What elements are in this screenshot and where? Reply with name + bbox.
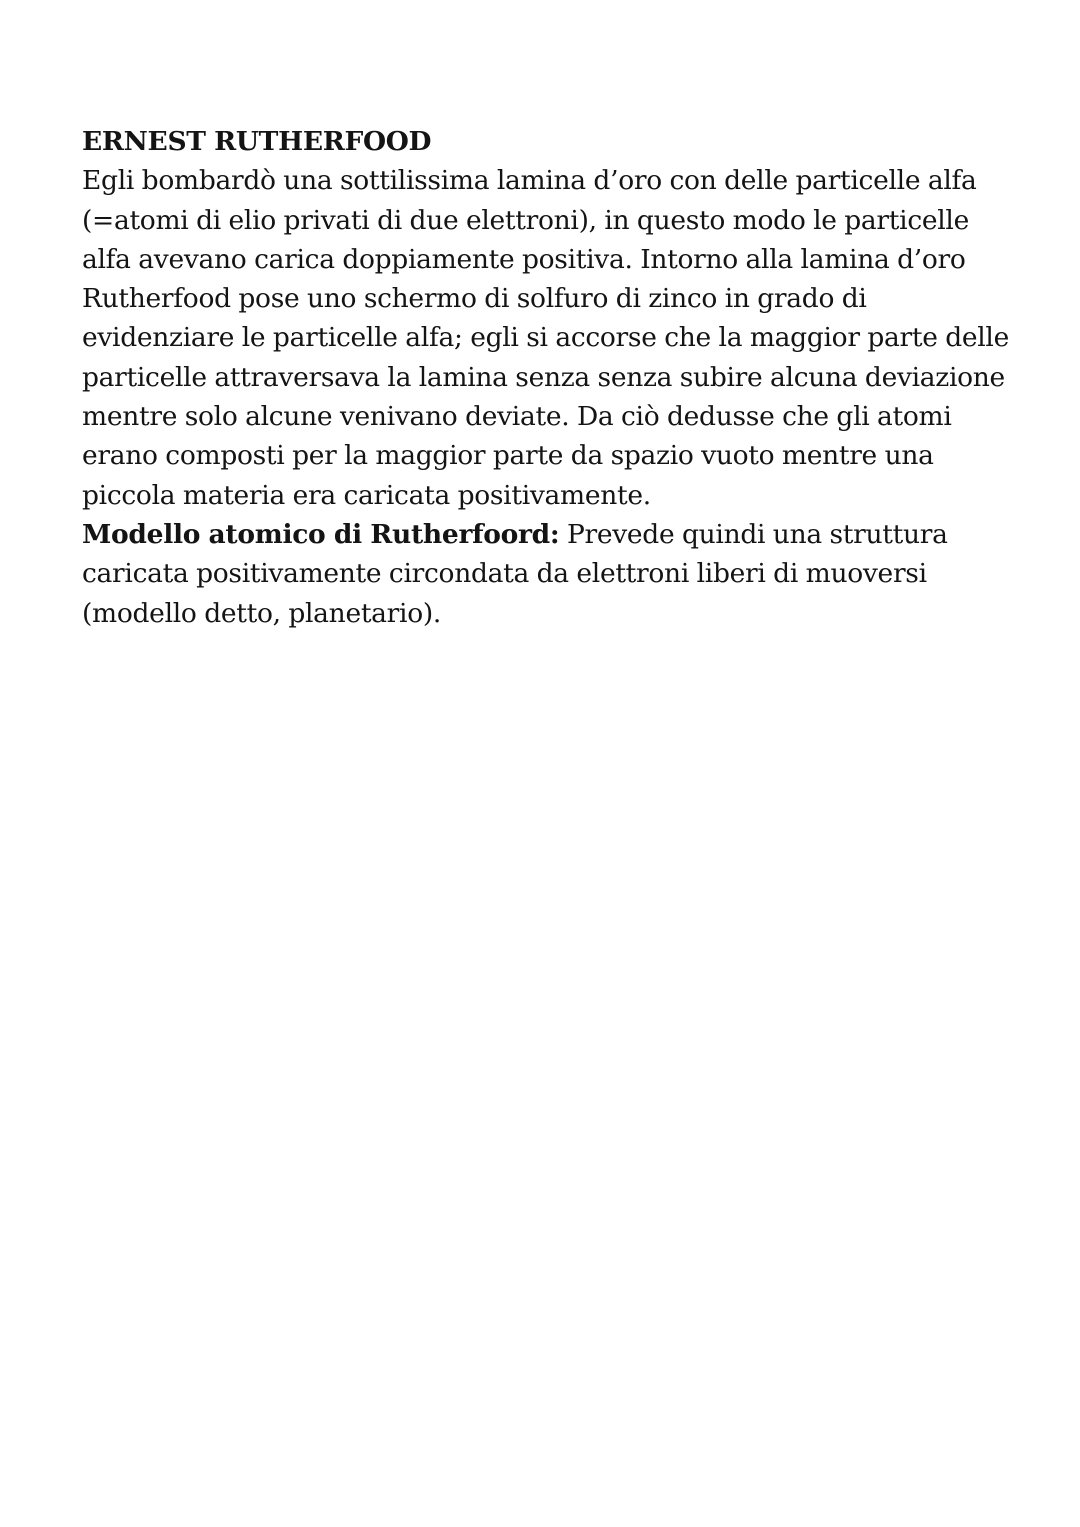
model-paragraph <box>82 515 1012 633</box>
model-text: Prevede quindi una struttura caricata positivamente circondata da elettroni liberi di muoversi (modello detto, planetario). <box>82 518 948 629</box>
page-title: ERNEST RUTHERFOOD <box>82 126 432 157</box>
body-paragraph: Egli bombardò una sottilissima lamina d’oro con delle particelle alfa (=atomi di elio privati di due elettroni), in questo modo le particelle alfa avevano carica doppiamente positiva. Intorno alla lamina d’oro Rutherfood pose uno schermo di solfuro di zinco in grado di evidenziare le particelle alfa; egli si accorse che la maggior parte delle particelle attraversava la lamina senza senza subire alcuna deviazione mentre solo alcune venivano deviate. Da ciò dedusse che gli atomi erano composti per la maggior parte da spazio vuoto mentre una piccola materia era caricata positivamente. <box>82 165 1009 511</box>
document-page <box>82 122 1012 633</box>
model-label: Modello atomico di Rutherfoord: <box>82 518 560 550</box>
